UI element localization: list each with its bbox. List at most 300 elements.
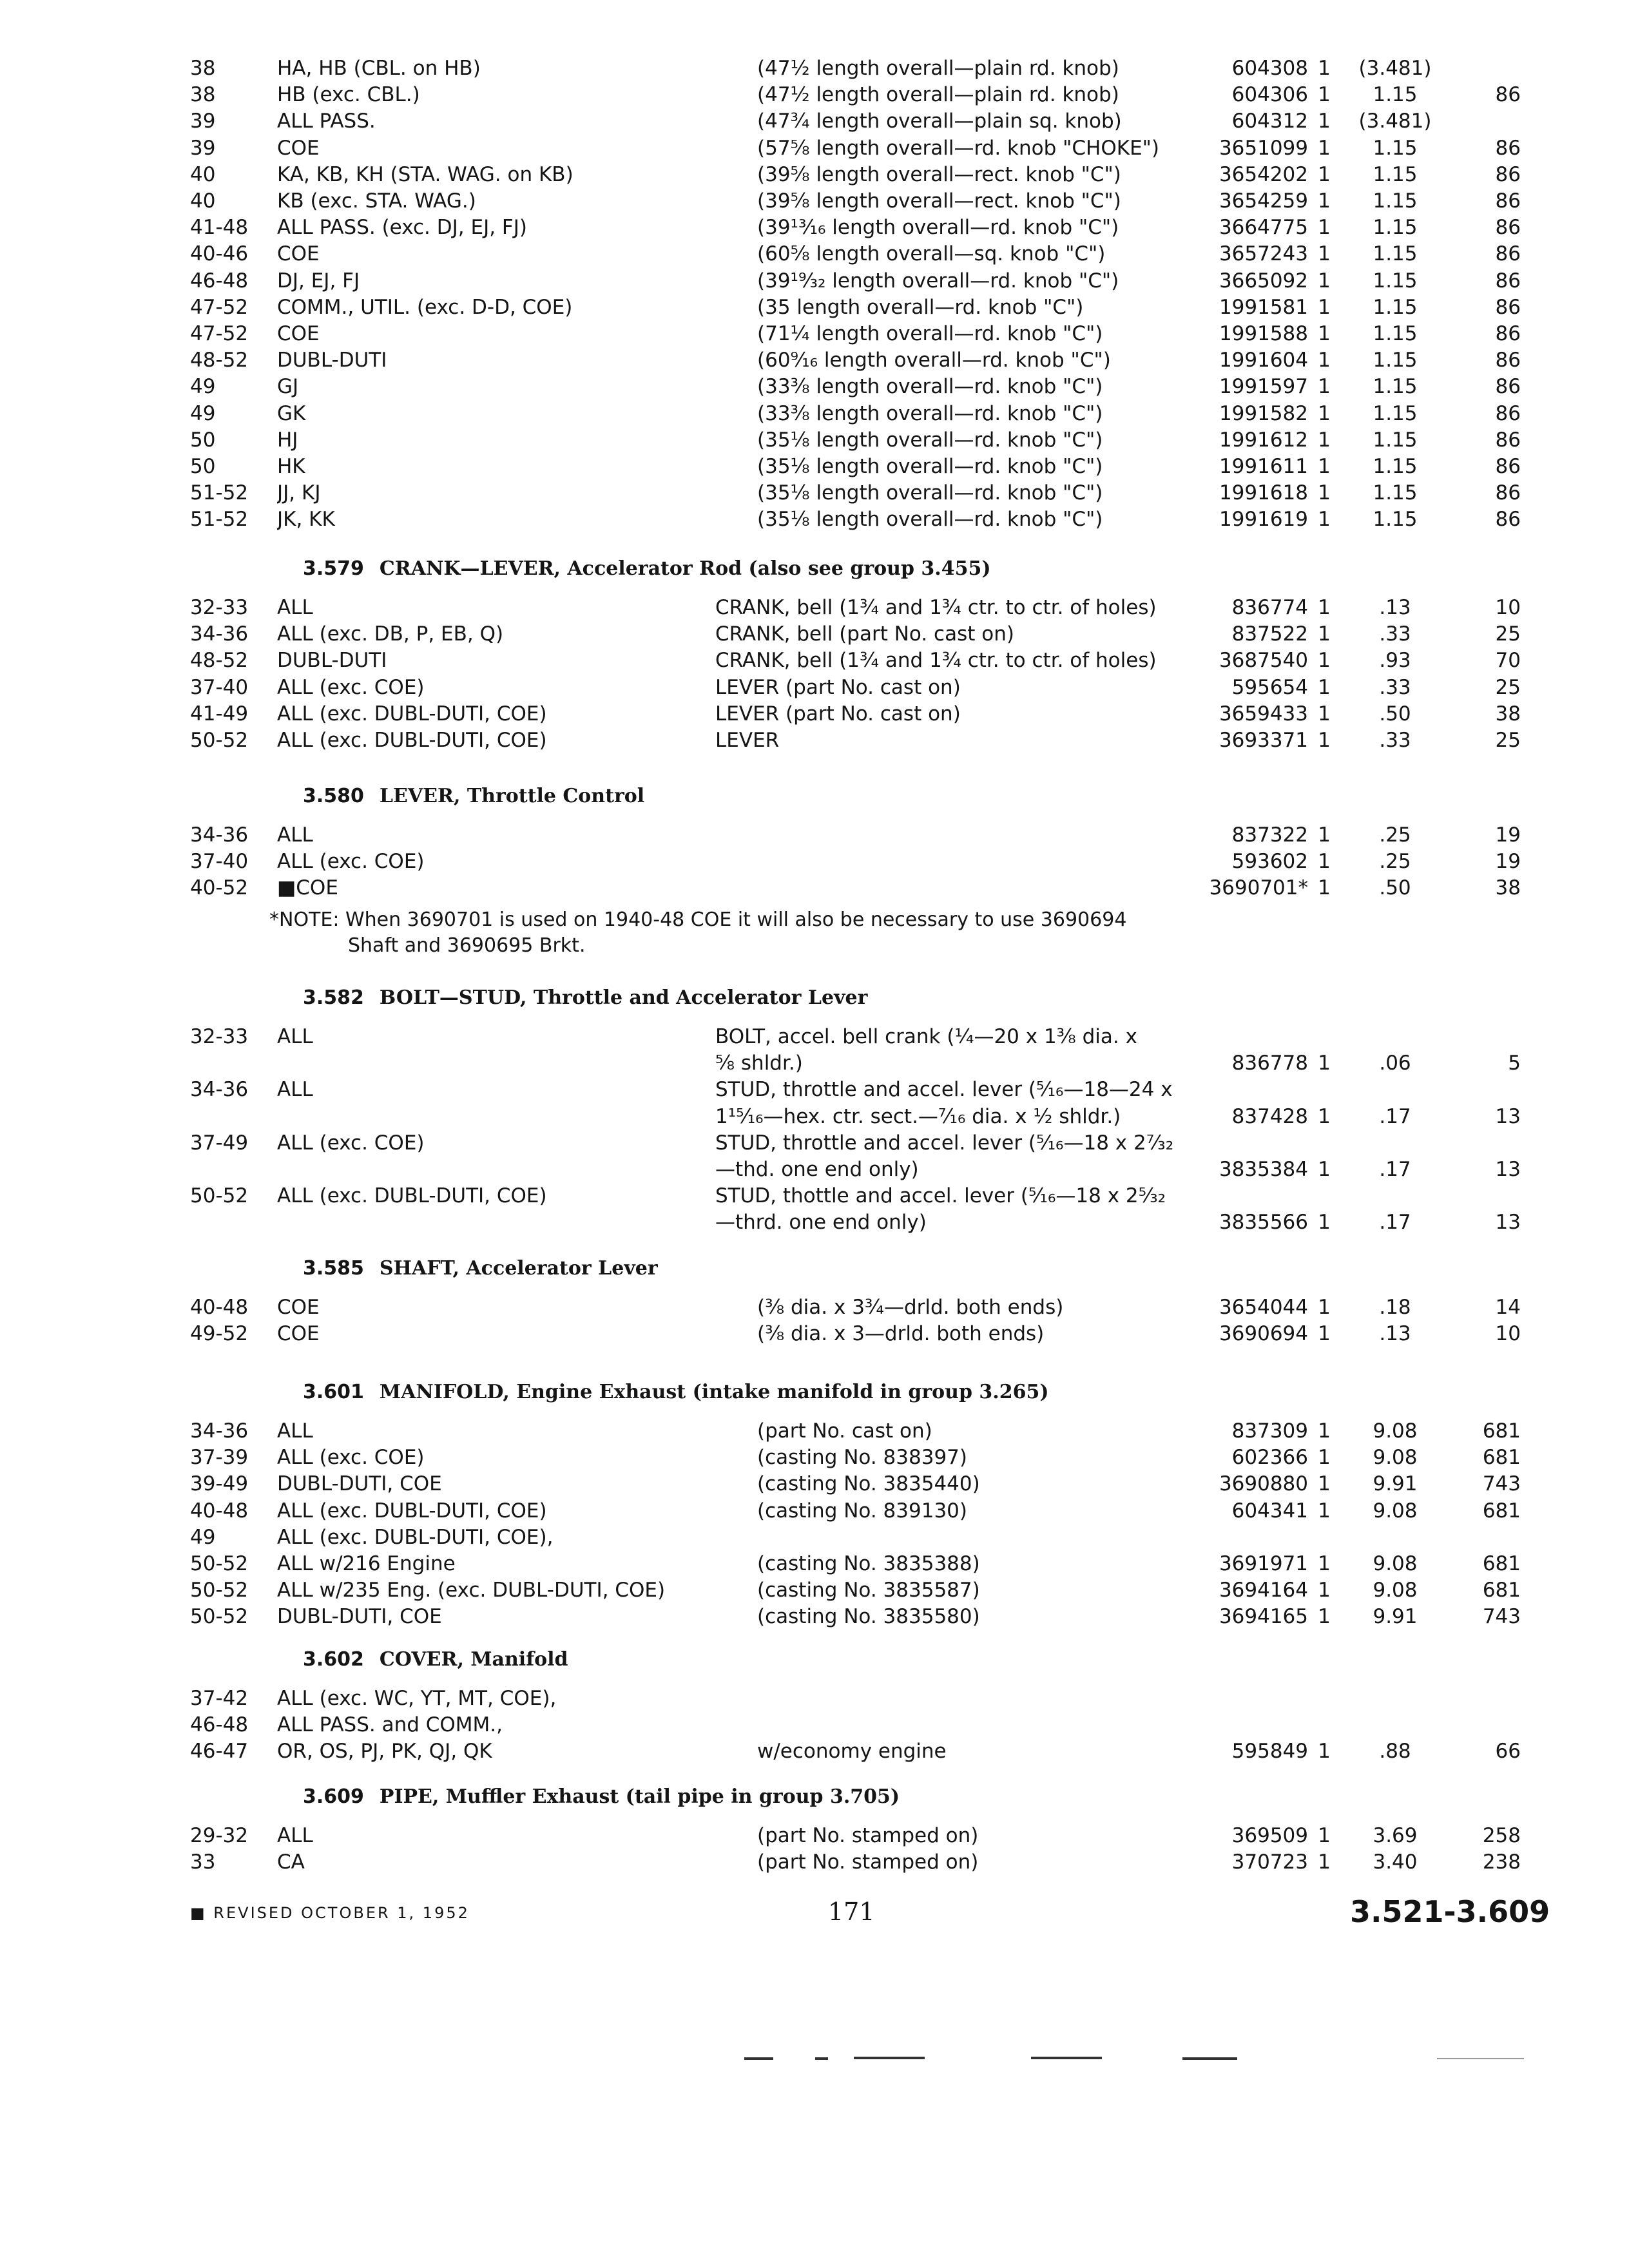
model-years: 40 [190,162,216,186]
part-number: 3687540 [1219,649,1308,673]
parts-row [0,594,1629,621]
parts-row [0,294,1629,321]
list-price: (3.481) [1358,110,1432,133]
parts-row [0,479,1629,506]
weight: 258 [1482,1824,1521,1847]
list-price: 1.15 [1373,481,1418,505]
weight: 743 [1482,1605,1521,1629]
quantity: 1 [1318,1740,1331,1763]
weight: 19 [1495,823,1521,847]
weight: 86 [1495,189,1521,213]
models: HA, HB (CBL. on HB) [277,57,481,80]
section-heading-3-602 [303,1646,568,1673]
section-heading-3-601 [303,1379,1049,1406]
parts-row [0,373,1629,400]
list-price: .17 [1379,1211,1411,1235]
part-number: 604312 [1231,110,1308,133]
part-number: 3654044 [1219,1296,1308,1319]
quantity: 1 [1318,1824,1331,1847]
quantity: 1 [1318,850,1331,874]
parts-row [0,453,1629,480]
quantity: 1 [1318,269,1331,293]
section-number: 3.602 [303,1648,364,1671]
list-price: 1.15 [1373,295,1418,319]
quantity: 1 [1318,349,1331,372]
parts-row [0,427,1629,454]
quantity: 1 [1318,481,1331,505]
description: w/economy engine [757,1740,947,1763]
models: ALL (exc. DUBL-DUTI, COE) [277,1184,547,1208]
scan-mark [854,2057,925,2059]
model-years: 48-52 [190,649,249,673]
model-years: 37-49 [190,1131,249,1155]
weight: 25 [1495,675,1521,699]
list-price: .50 [1379,876,1411,900]
model-years: 50 [190,428,216,452]
parts-row [0,267,1629,294]
quantity: 1 [1318,110,1331,133]
quantity: 1 [1318,1158,1331,1181]
section-heading-3-585 [303,1255,658,1282]
model-years: 32-33 [190,1025,249,1048]
models: ALL [277,596,313,619]
description: (casting No. 3835587) [757,1579,980,1602]
part-number: 595849 [1231,1740,1308,1763]
part-number: 3835566 [1219,1211,1308,1235]
list-price: 1.15 [1373,428,1418,452]
section-title: BOLT—STUD, Throttle and Accelerator Lever [379,986,868,1009]
part-number: 3664775 [1219,216,1308,240]
quantity: 1 [1318,455,1331,478]
part-number: 3835384 [1219,1158,1308,1181]
description: —thd. one end only) [715,1158,919,1181]
part-number: 3691971 [1219,1552,1308,1575]
parts-row [0,1822,1629,1849]
description: (35⅛ length overall—rd. knob "C") [757,455,1103,478]
part-number: 3694164 [1219,1579,1308,1602]
parts-row [0,1103,1629,1130]
description: (part No. stamped on) [757,1824,979,1847]
quantity: 1 [1318,1850,1331,1874]
weight: 86 [1495,322,1521,345]
models: ALL (exc. DB, P, EB, Q) [277,622,504,646]
part-number: 836774 [1231,596,1308,619]
models: ALL w/216 Engine [277,1552,456,1575]
description: (60⅝ length overall—sq. knob "C") [757,242,1106,266]
list-price: 9.08 [1373,1552,1418,1575]
models: GJ [277,375,299,399]
quantity: 1 [1318,162,1331,186]
model-years: 38 [190,57,216,80]
part-number: 1991588 [1219,322,1308,345]
description: STUD, throttle and accel. lever (⁵⁄₁₆—18—24 x [715,1078,1173,1102]
model-years: 41-48 [190,216,249,240]
parts-row [0,187,1629,215]
model-years: 40-46 [190,242,249,266]
description: STUD, throttle and accel. lever (⁵⁄₁₆—18 x 2⁷⁄₃₂ [715,1131,1174,1155]
model-years: 39 [190,136,216,160]
section-title: CRANK—LEVER, Accelerator Rod (also see group 3.455) [379,557,991,580]
part-number: 3690880 [1219,1472,1308,1496]
parts-row [0,727,1629,754]
list-price: .13 [1379,596,1411,619]
weight: 25 [1495,622,1521,646]
list-price: 9.08 [1373,1419,1418,1443]
model-years: 51-52 [190,481,249,505]
weight: 86 [1495,508,1521,532]
quantity: 1 [1318,242,1331,266]
list-price: 9.08 [1373,1446,1418,1470]
part-number: 3690701* [1209,876,1308,900]
quantity: 1 [1318,189,1331,213]
models: HK [277,455,305,478]
description: CRANK, bell (1¾ and 1¾ ctr. to ctr. of holes) [715,596,1157,619]
part-number: 602366 [1231,1446,1308,1470]
models: ALL PASS. (exc. DJ, EJ, FJ) [277,216,527,240]
models: KB (exc. STA. WAG.) [277,189,476,213]
models: ALL [277,823,313,847]
quantity: 1 [1318,1552,1331,1575]
models: ALL (exc. COE) [277,1131,425,1155]
list-price: 9.08 [1373,1499,1418,1523]
models: ALL PASS. and COMM., [277,1713,503,1737]
model-years: 40-48 [190,1296,249,1319]
description: (part No. cast on) [757,1419,932,1443]
description: BOLT, accel. bell crank (¼—20 x 1⅜ dia. x [715,1025,1137,1048]
list-price: .88 [1379,1740,1411,1763]
models: JK, KK [277,508,335,532]
model-years: 38 [190,83,216,107]
parts-row [0,1470,1629,1497]
part-number: 593602 [1231,850,1308,874]
description: (casting No. 838397) [757,1446,967,1470]
weight: 13 [1495,1104,1521,1128]
models: JJ, KJ [277,481,321,505]
parts-row [0,1156,1629,1183]
parts-row [0,347,1629,374]
page-number: 171 [828,1898,875,1926]
footnote-line-1: *NOTE: When 3690701 is used on 1940-48 COE it will also be necessary to use 3690694 [269,908,1127,931]
description: LEVER [715,729,780,752]
quantity: 1 [1318,1499,1331,1523]
model-years: 46-48 [190,269,249,293]
weight: 86 [1495,269,1521,293]
model-years: 46-48 [190,1713,249,1737]
parts-row [0,1497,1629,1524]
weight: 86 [1495,481,1521,505]
models: ALL (exc. DUBL-DUTI, COE) [277,702,547,726]
model-years: 47-52 [190,322,249,345]
description: (35⅛ length overall—rd. knob "C") [757,481,1103,505]
description: (35 length overall—rd. knob "C") [757,295,1084,319]
model-years: 49 [190,401,216,425]
models: DUBL-DUTI [277,649,387,673]
model-years: 50-52 [190,1579,249,1602]
parts-row [0,822,1629,849]
description: (33⅜ length overall—rd. knob "C") [757,375,1103,399]
section-number: 3.585 [303,1257,364,1280]
weight: 86 [1495,162,1521,186]
parts-row [0,1524,1629,1551]
list-price: .18 [1379,1296,1411,1319]
weight: 25 [1495,729,1521,752]
weight: 70 [1495,649,1521,673]
models: DUBL-DUTI [277,349,387,372]
section-title: COVER, Manifold [379,1648,568,1671]
part-number: 370723 [1231,1850,1308,1874]
quantity: 1 [1318,57,1331,80]
quantity: 1 [1318,1605,1331,1629]
group-range: 3.521-3.609 [1350,1894,1550,1929]
model-years: 47-52 [190,295,249,319]
part-number: 1991619 [1219,508,1308,532]
part-number: 3693371 [1219,729,1308,752]
models: COE [277,242,320,266]
list-price: 1.15 [1373,375,1418,399]
list-price: .25 [1379,823,1411,847]
section-heading-3-580 [303,783,644,810]
weight: 19 [1495,850,1521,874]
description: (39¹⁹⁄₃₂ length overall—rd. knob "C") [757,269,1119,293]
part-number: 837322 [1231,823,1308,847]
models: ALL (exc. COE) [277,675,425,699]
weight: 14 [1495,1296,1521,1319]
parts-row [0,81,1629,108]
parts-row [0,1023,1629,1050]
models: ALL (exc. COE) [277,1446,425,1470]
model-years: 51-52 [190,508,249,532]
quantity: 1 [1318,1104,1331,1128]
quantity: 1 [1318,1579,1331,1602]
quantity: 1 [1318,622,1331,646]
quantity: 1 [1318,596,1331,619]
quantity: 1 [1318,295,1331,319]
description: 1¹⁵⁄₁₆—hex. ctr. sect.—⁷⁄₁₆ dia. x ½ shldr.) [715,1104,1121,1128]
part-number: 837428 [1231,1104,1308,1128]
weight: 743 [1482,1472,1521,1496]
description: (casting No. 3835440) [757,1472,980,1496]
revision-note: ■ REVISED OCTOBER 1, 1952 [190,1904,470,1922]
list-price: .17 [1379,1158,1411,1181]
section-number: 3.582 [303,986,364,1009]
description: LEVER (part No. cast on) [715,675,961,699]
description: STUD, thottle and accel. lever (⁵⁄₁₆—18 x 2⁵⁄₃₂ [715,1184,1166,1208]
quantity: 1 [1318,1419,1331,1443]
list-price: 3.69 [1373,1824,1418,1847]
weight: 10 [1495,1322,1521,1346]
weight: 13 [1495,1211,1521,1235]
parts-row [0,506,1629,533]
weight: 86 [1495,242,1521,266]
weight: 86 [1495,216,1521,240]
part-number: 3694165 [1219,1605,1308,1629]
section-title: LEVER, Throttle Control [379,785,645,807]
quantity: 1 [1318,1446,1331,1470]
quantity: 1 [1318,702,1331,726]
models: ALL w/235 Eng. (exc. DUBL-DUTI, COE) [277,1579,666,1602]
list-price: .33 [1379,729,1411,752]
model-years: 37-42 [190,1687,249,1710]
parts-row [0,1294,1629,1321]
parts-row [0,647,1629,674]
models: CA [277,1850,305,1874]
scan-mark [1182,2057,1237,2060]
models: COE [277,322,320,345]
list-price: 1.15 [1373,216,1418,240]
model-years: 40-52 [190,876,249,900]
part-number: 1991581 [1219,295,1308,319]
parts-row [0,1076,1629,1103]
weight: 86 [1495,295,1521,319]
models: ALL [277,1078,313,1102]
models: ALL [277,1025,313,1048]
models: ALL PASS. [277,110,376,133]
parts-row [0,1444,1629,1471]
description: (47½ length overall—plain rd. knob) [757,57,1119,80]
part-number: 369509 [1231,1824,1308,1847]
part-number: 1991611 [1219,455,1308,478]
weight: 86 [1495,428,1521,452]
model-years: 41-49 [190,702,249,726]
models: ALL (exc. DUBL-DUTI, COE) [277,1499,547,1523]
weight: 238 [1482,1850,1521,1874]
part-number: 836778 [1231,1052,1308,1075]
quantity: 1 [1318,322,1331,345]
weight: 86 [1495,455,1521,478]
list-price: .33 [1379,675,1411,699]
quantity: 1 [1318,1322,1331,1346]
model-years: 50-52 [190,1552,249,1575]
part-number: 3654259 [1219,189,1308,213]
quantity: 1 [1318,136,1331,160]
models: GK [277,401,306,425]
parts-row [0,1182,1629,1209]
description: CRANK, bell (1¾ and 1¾ ctr. to ctr. of holes) [715,649,1157,673]
model-years: 34-36 [190,823,249,847]
model-years: 34-36 [190,1419,249,1443]
models: ALL (exc. DUBL-DUTI, COE) [277,729,547,752]
quantity: 1 [1318,1211,1331,1235]
model-years: 34-36 [190,1078,249,1102]
list-price: .50 [1379,702,1411,726]
list-price: .93 [1379,649,1411,673]
description: (casting No. 3835388) [757,1552,980,1575]
description: (60⁹⁄₁₆ length overall—rd. knob "C") [757,349,1111,372]
description: (57⅝ length overall—rd. knob "CHOKE") [757,136,1160,160]
scan-mark [744,2057,773,2060]
list-price: 1.15 [1373,401,1418,425]
models: ALL (exc. WC, YT, MT, COE), [277,1687,557,1710]
part-number: 1991582 [1219,401,1308,425]
description: (⅜ dia. x 3¾—drld. both ends) [757,1296,1064,1319]
parts-row [0,1209,1629,1236]
part-number: 1991597 [1219,375,1308,399]
model-years: 33 [190,1850,216,1874]
scan-mark [815,2057,828,2060]
quantity: 1 [1318,83,1331,107]
list-price: 1.15 [1373,136,1418,160]
part-number: 3657243 [1219,242,1308,266]
list-price: 1.15 [1373,322,1418,345]
weight: 681 [1482,1499,1521,1523]
description: (35⅛ length overall—rd. knob "C") [757,508,1103,532]
list-price: 1.15 [1373,162,1418,186]
section-heading-3-609 [303,1783,900,1811]
models: ALL (exc. DUBL-DUTI, COE), [277,1525,554,1549]
parts-row [0,1603,1629,1630]
models: ALL [277,1419,313,1443]
section-number: 3.609 [303,1785,364,1808]
parts-row [0,214,1629,241]
description: (part No. stamped on) [757,1850,979,1874]
weight: 86 [1495,83,1521,107]
parts-row [0,320,1629,347]
part-number: 3690694 [1219,1322,1308,1346]
section-heading-3-582 [303,985,867,1012]
quantity: 1 [1318,729,1331,752]
weight: 681 [1482,1579,1521,1602]
part-number: 595654 [1231,675,1308,699]
description: (39⅝ length overall—rect. knob "C") [757,162,1121,186]
scan-mark [1437,2058,1524,2059]
models: HJ [277,428,298,452]
model-years: 49-52 [190,1322,249,1346]
model-years: 37-40 [190,850,249,874]
list-price: 1.15 [1373,349,1418,372]
description: (35⅛ length overall—rd. knob "C") [757,428,1103,452]
part-number: 837522 [1231,622,1308,646]
list-price: 9.08 [1373,1579,1418,1602]
parts-row [0,1418,1629,1445]
parts-row [0,700,1629,727]
quantity: 1 [1318,401,1331,425]
weight: 38 [1495,876,1521,900]
parts-row [0,1050,1629,1077]
parts-row [0,1129,1629,1157]
list-price: 3.40 [1373,1850,1418,1874]
parts-row [0,108,1629,135]
section-number: 3.601 [303,1381,364,1403]
part-number: 3665092 [1219,269,1308,293]
parts-row [0,848,1629,875]
parts-row [0,161,1629,188]
description: (33⅜ length overall—rd. knob "C") [757,401,1103,425]
weight: 66 [1495,1740,1521,1763]
quantity: 1 [1318,375,1331,399]
models: COE [277,1296,320,1319]
models: ■COE [277,876,338,900]
part-number: 3654202 [1219,162,1308,186]
model-years: 50-52 [190,1605,249,1629]
description: (47½ length overall—plain rd. knob) [757,83,1119,107]
description: (39¹³⁄₁₆ length overall—rd. knob "C") [757,216,1119,240]
models: HB (exc. CBL.) [277,83,420,107]
models: COE [277,1322,320,1346]
parts-row [0,1320,1629,1347]
parts-row [0,240,1629,267]
quantity: 1 [1318,823,1331,847]
list-price: 1.15 [1373,189,1418,213]
list-price: 9.91 [1373,1605,1418,1629]
quantity: 1 [1318,675,1331,699]
description: ⅝ shldr.) [715,1052,803,1075]
weight: 86 [1495,401,1521,425]
model-years: 39 [190,110,216,133]
parts-row [0,874,1629,901]
part-number: 1991618 [1219,481,1308,505]
quantity: 1 [1318,1296,1331,1319]
description: (⅜ dia. x 3—drld. both ends) [757,1322,1045,1346]
